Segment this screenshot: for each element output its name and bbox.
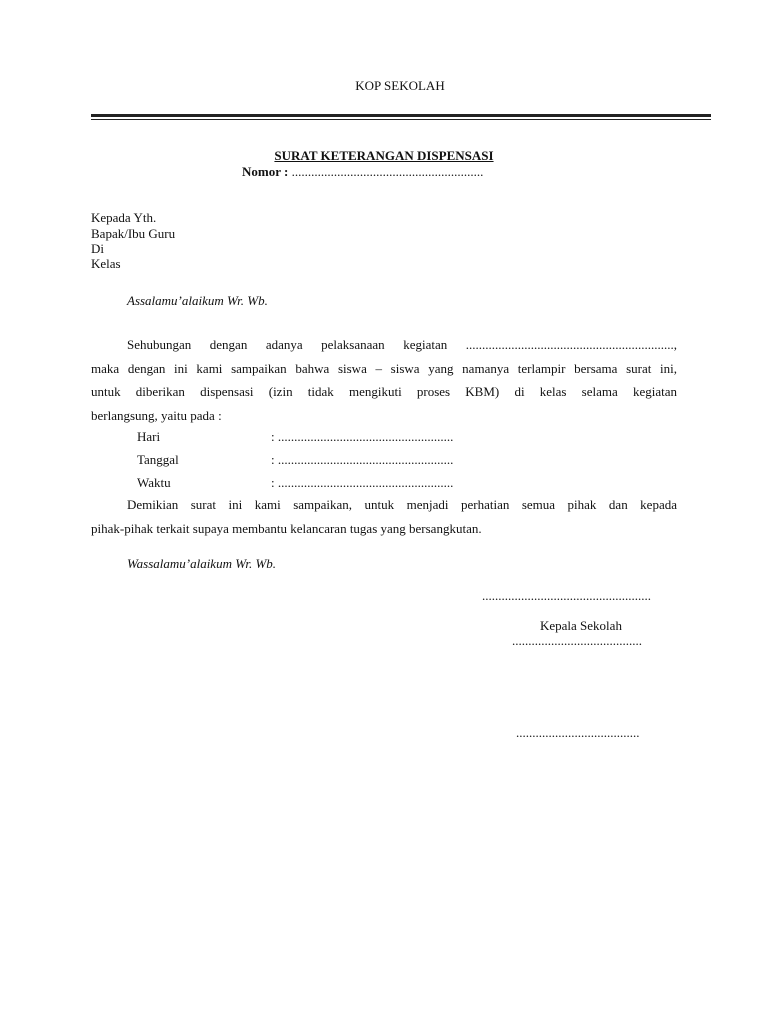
closing-paragraph [91,493,677,540]
recipient-line-3: Di [91,241,104,256]
recipient-line-4: Kelas [91,256,121,271]
detail-value-tanggal: : ...................................................... [271,452,454,467]
signer-unit-placeholder: ........................................ [512,633,642,648]
letterhead-rule-thin [91,119,711,120]
detail-value-hari: : ...................................................... [271,429,454,444]
letter-number [242,164,483,180]
farewell: Wassalamu’alaikum Wr. Wb. [127,556,277,571]
detail-label-waktu: Waktu [137,475,171,490]
letterhead-rule-thick [91,114,711,117]
school-letterhead: KOP SEKOLAH [355,78,445,93]
letter-title: SURAT KETERANGAN DISPENSASI [274,148,494,163]
detail-label-tanggal: Tanggal [137,452,179,467]
letter-number-value: ........................................................... [288,164,484,179]
greeting: Assalamu’alaikum Wr. Wb. [127,293,268,308]
body-paragraph [91,333,677,427]
body-line: berlangsung, yaitu pada : [91,407,222,423]
body-line: untuk diberikan dispensasi (izin tidak mengikuti proses KBM) di kelas selama kegiatan [91,384,677,399]
signer-title: Kepala Sekolah [540,618,622,633]
place-date-placeholder: .................................................... [482,588,651,603]
signer-name-placeholder: ...................................... [516,725,640,740]
recipient-line-2: Bapak/Ibu Guru [91,226,176,241]
detail-label-hari: Hari [137,429,161,444]
body-line: Sehubungan dengan adanya pelaksanaan kegiatan ................................................................, [127,337,677,352]
closing-line: pihak-pihak terkait supaya membantu kelancaran tugas yang bersangkutan. [91,520,482,536]
closing-line: Demikian surat ini kami sampaikan, untuk menjadi perhatian semua pihak dan kepada [127,497,677,512]
letter-number-label: Nomor : [242,164,289,179]
recipient-line-1: Kepada Yth. [91,210,157,225]
detail-value-waktu: : ...................................................... [271,475,454,490]
body-line: maka dengan ini kami sampaikan bahwa siswa – siswa yang namanya terlampir bersama surat ini, [91,360,677,376]
